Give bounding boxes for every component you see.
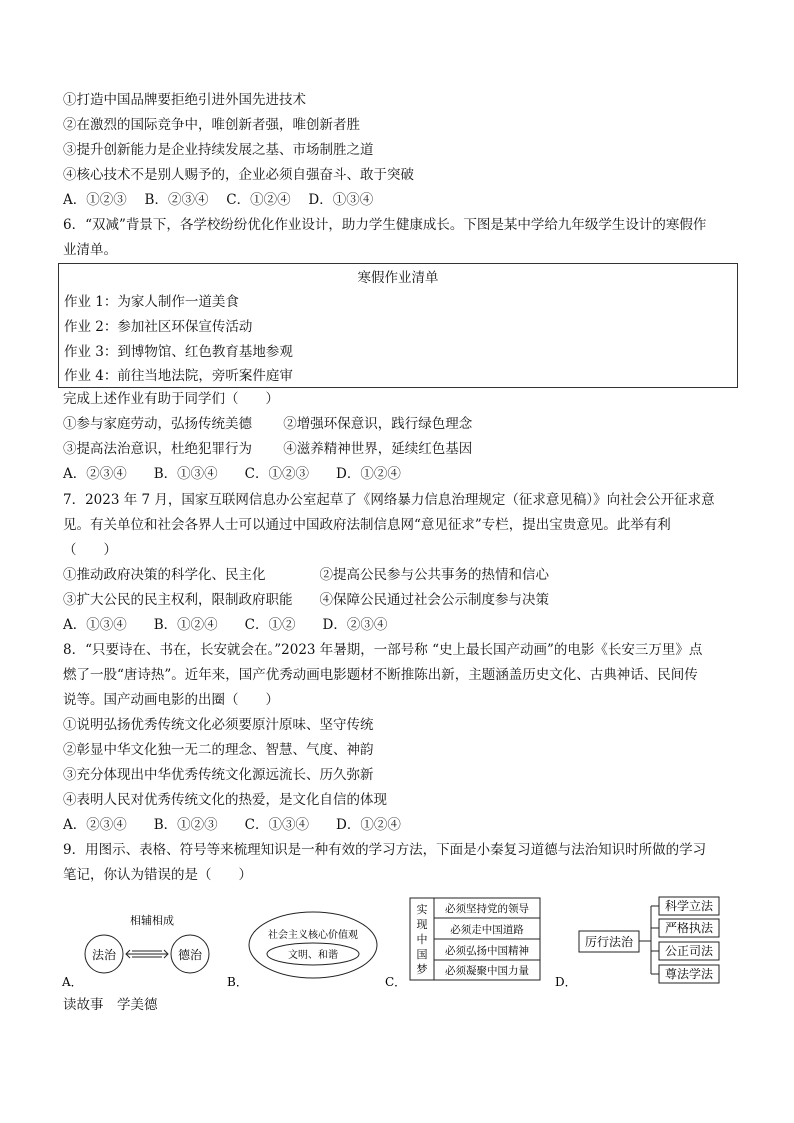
q8-option-3: ③充分体现出中华优秀传统文化源远流长、历久弥新: [63, 767, 374, 783]
q7-stem-line1: 7．2023 年 7 月，国家互联网信息办公室起草了《网络暴力信息治理规定（征求意见稿）》向社会公开征求意: [63, 492, 715, 508]
q6-choices: A．②③④ B．①③④ C．①②③ D．①②④: [63, 466, 401, 482]
figure-c-item-2: 必须走中国道路: [450, 924, 524, 936]
figure-b-outer-label: 社会主义核心价值观: [268, 930, 358, 941]
q8-option-2: ②彰显中华文化独一无二的理念、智慧、气度、神韵: [63, 742, 374, 758]
figure-c-chinese-dream: [383, 894, 548, 990]
figure-d-item-1: 科学立法: [664, 899, 714, 913]
q7-choices: A．①③④ B．①②④ C．①② D．②③④: [63, 617, 388, 633]
q5-option-4: ④核心技术不是别人赐予的，企业必须自强奋斗、敢于突破: [63, 167, 414, 183]
figure-d-rule-of-law: [553, 894, 733, 990]
q8-stem-line1: 8．“只要诗在、书在，长安就会在。”2023 年暑期，一部号称 “史上最长国产动画”的电影《长安三万里》点: [63, 642, 703, 658]
figure-b-core-values: [225, 908, 385, 990]
figure-c-letter: C．: [385, 975, 407, 989]
section-heading: 读故事 学美德: [63, 997, 158, 1013]
figure-a-letter: A．: [62, 975, 83, 989]
q9-stem-line2: 笔记，你认为错误的是（ ）: [63, 867, 252, 883]
q8-choices: A．②③④ B．①②③ C．①③④ D．①②④: [63, 817, 401, 833]
q7-stem-line3: （ ）: [63, 542, 117, 558]
figure-c-left-char-1: 实: [416, 903, 428, 916]
q6-question: 完成上述作业有助于同学们（ ）: [63, 391, 279, 407]
figure-d-item-2: 严格执法: [664, 921, 714, 935]
figure-a-left-label: 法治: [91, 948, 117, 962]
figure-b-outer-ellipse: [249, 912, 377, 978]
homework-item-3: 作业 3：到博物馆、红色教育基地参观: [64, 344, 293, 360]
q8-stem-line2: 燃了一股“唐诗热”。近年来，国产优秀动画电影题材不断推陈出新，主题涵盖历史文化、古典神话、民间传: [63, 667, 698, 683]
q7-options-row2: ③扩大公民的民主权利，限制政府职能 ④保障公民通过社会公示制度参与决策: [63, 592, 549, 608]
figure-c-left-char-3: 中: [416, 933, 428, 946]
homework-list-box: [58, 263, 738, 388]
q5-option-2: ②在激烈的国际竞争中，唯创新者强，唯创新者胜: [63, 117, 360, 133]
q5-option-3: ③提升创新能力是企业持续发展之基、市场制胜之道: [63, 142, 374, 158]
q6-stem-line2: 业清单。: [63, 242, 117, 258]
q6-options-row1: ①参与家庭劳动，弘扬传统美德 ②增强环保意识，践行绿色理念: [63, 416, 473, 432]
figure-c-left-char-5: 梦: [416, 963, 428, 976]
figure-b-inner-label: 文明、和谐: [288, 950, 338, 961]
figure-c-item-3: 必须弘扬中国精神: [445, 945, 529, 957]
homework-item-4: 作业 4：前往当地法院，旁听案件庭审: [64, 368, 293, 384]
q5-choices: A．①②③ B．②③④ C．①②④ D．①③④: [63, 192, 374, 208]
q5-option-1: ①打造中国品牌要拒绝引进外国先进技术: [63, 92, 306, 108]
figure-a-rule-of-law-virtue: [60, 908, 230, 990]
figure-b-letter: B．: [227, 975, 248, 989]
q8-stem-line3: 说等。国产动画电影的出圈（ ）: [63, 692, 279, 708]
homework-item-2: 作业 2：参加社区环保宣传活动: [64, 319, 253, 335]
homework-item-1: 作业 1：为家人制作一道美食: [64, 294, 239, 310]
q6-options-row2: ③提高法治意识，杜绝犯罪行为 ④滋养精神世界，延续红色基因: [63, 441, 473, 457]
figure-a-right-label: 德治: [177, 948, 203, 962]
figure-d-bracket-lines: [639, 906, 659, 974]
q6-stem-line1: 6．“双减”背景下，各学校纷纷优化作业设计，助力学生健康成长。下图是某中学给九年级学生设计的寒假作: [63, 217, 707, 233]
figure-c-item-4: 必须凝聚中国力量: [445, 965, 529, 977]
figure-a-top-label: 相辅相成: [130, 914, 174, 927]
figure-c-left-char-4: 国: [416, 948, 428, 961]
figure-c-left-char-2: 现: [416, 918, 428, 931]
q9-stem-line1: 9．用图示、表格、符号等来梳理知识是一种有效的学习方法，下面是小秦复习道德与法治知识时所做的学习: [63, 842, 707, 858]
figure-c-item-1: 必须坚持党的领导: [445, 903, 529, 915]
figure-d-item-3: 公正司法: [664, 944, 714, 958]
figure-d-item-4: 尊法学法: [664, 967, 714, 981]
homework-list-title: 寒假作业清单: [357, 270, 439, 286]
figure-d-letter: D．: [555, 975, 577, 989]
q8-option-4: ④表明人民对优秀传统文化的热爱，是文化自信的体现: [63, 792, 387, 808]
figure-a-double-arrow-icon: [126, 950, 168, 958]
figure-d-left-label: 厉行法治: [584, 935, 634, 949]
q8-option-1: ①说明弘扬优秀传统文化必须要原汁原味、坚守传统: [63, 717, 374, 733]
q7-options-row1: ①推动政府决策的科学化、民主化 ②提高公民参与公共事务的热情和信心: [63, 567, 549, 583]
q7-stem-line2: 见。有关单位和社会各界人士可以通过中国政府法制信息网“意见征求”专栏，提出宝贵意见。此举有利: [63, 517, 671, 533]
